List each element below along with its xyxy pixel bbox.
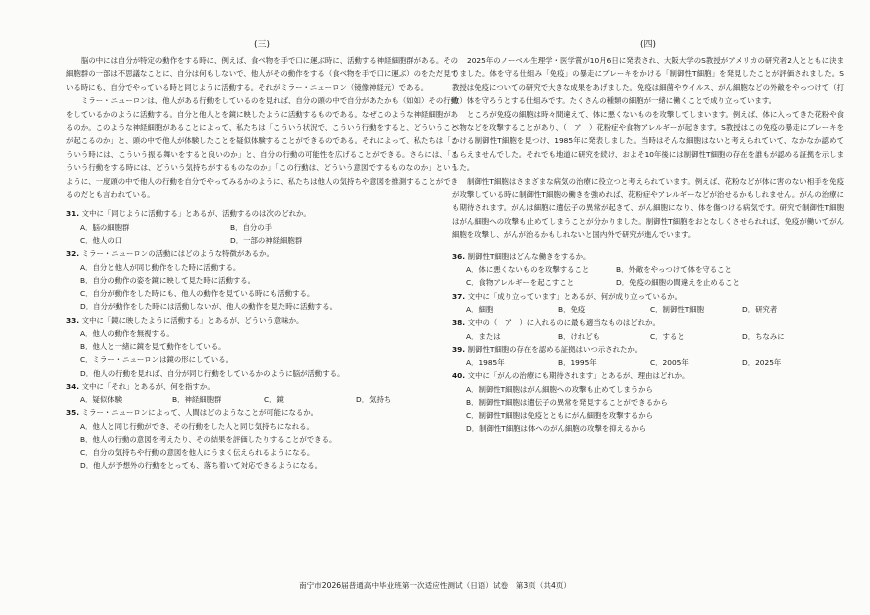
answer-option: B．他人と一緒に鏡を見て動作をしている。 <box>80 342 226 352</box>
answer-option: C．ミラー・ニューロンは鏡の形にしている。 <box>80 355 233 365</box>
answer-option: C．他人の口 <box>80 236 123 246</box>
question-number: 39. <box>452 344 468 354</box>
question-stem <box>452 250 844 263</box>
answer-option: A．自分と他人が同じ動作をした時に活動する。 <box>80 262 241 272</box>
answer-option: C．自分が動作をした時にも、他人の動作を見ている時にも活動する。 <box>80 289 315 299</box>
question <box>452 290 844 317</box>
answer-option: D．自分が動作をした時には活動しないが、他人の動作を見た時に活動する。 <box>80 302 337 312</box>
question-number: 32. <box>66 249 82 259</box>
answer-option: B．1995年 <box>558 358 597 368</box>
section-4-title: (四) <box>639 40 657 50</box>
answer-option: A．制御性T細胞はがん細胞への攻撃も止めてしまうから <box>466 384 653 394</box>
answer-option: D．免疫の細胞の間違えを止めること <box>616 278 740 288</box>
question <box>452 369 844 435</box>
section-3-paragraph-1: 脳の中には自分が特定の動作をする時に、例えば、食べ物を手で口に運ぶ時に、活動する神経細胞群がある。その細胞群の一部は不思議なことに、自分は何もしないで、他人がその動作をする（食べ物を手で口に運ぶ）のをただ見ている時にも、自分でやっている時と同じように活動する。それがミラー・ニューロン（镜像神経元）である。 <box>66 56 458 92</box>
question-text: 文中に「同じように活動する」とあるが、活動するのは次のどれか。 <box>81 209 311 219</box>
answer-option: B．けれども <box>558 331 601 341</box>
question-stem <box>66 406 458 419</box>
question-text: 文中の（ ア ）に入れるのに最も適当なものはどれか。 <box>467 318 660 328</box>
section-4-paragraph-2: ところが免疫の細胞は時々間違えて、体に悪くないものを攻撃してしまいます。例えば、体に入ってきた花粉や食べ物などを攻撃することがあり、（ ア ）花粉症や食物アレルギーが起きます。S教授はこの免疫の暴走にブレーキをかける制御性T細胞を見つけ、1985年に発表しました。当時はそんな細胞はないと考えられていて、なかなか認めてもらえませんでした。それでも地道に研究を続け、およそ10年後には制御性T細胞の存在を誰もが認める証拠を示しました。 <box>452 109 844 173</box>
answer-option: B．制御性T細胞は遺伝子の異常を発見することができるから <box>466 397 668 407</box>
question-number: 36. <box>452 251 468 261</box>
answer-options-row <box>452 356 844 369</box>
section-3-title: (三) <box>253 40 271 50</box>
section-4-questions <box>452 250 844 436</box>
answer-option: A．体に悪くないものを攻撃すること <box>466 265 590 275</box>
section-3-column <box>66 38 458 473</box>
answer-option: A．他人の動作を無視する。 <box>80 328 174 338</box>
question-stem <box>452 369 844 382</box>
section-3-questions <box>66 207 458 472</box>
question-text: 文中に「鏡に映したように活動する」とあるが、どういう意味か。 <box>81 315 304 325</box>
answer-option: B．外敵をやっつけて体を守ること <box>616 265 732 275</box>
answer-option: C．食物アレルギーを起こすこと <box>466 278 575 288</box>
answer-option: A．疑似体験 <box>80 395 123 405</box>
section-4-column <box>452 38 844 436</box>
answer-option: B．自分の手 <box>230 222 273 232</box>
question <box>452 250 844 290</box>
question-stem <box>66 314 458 327</box>
answer-option: B．他人の行動の意図を考えたり、その結果を評価したりすることができる。 <box>80 434 337 444</box>
answer-option: B．神経細胞群 <box>172 395 222 405</box>
question-text: ミラー・ニューロンの活動にはどのような特徴があるか。 <box>81 249 274 259</box>
answer-option: A．または <box>466 331 501 341</box>
answer-options-row <box>66 393 458 406</box>
question-stem <box>66 247 458 260</box>
question-number: 40. <box>452 371 468 381</box>
question <box>66 207 458 247</box>
question-stem <box>66 207 458 220</box>
answer-option: D．気持ち <box>356 395 392 405</box>
answer-option: D．他人が予想外の行動をとっても、落ち着いて対応できるようになる。 <box>80 461 323 471</box>
question-stem <box>66 380 458 393</box>
question-text: ミラー・ニューロンによって、人間はどのようなことが可能になるか。 <box>81 408 319 418</box>
answer-option: A．他人と同じ行動ができ、その行動をした人と同じ気持ちになれる。 <box>80 421 314 431</box>
answer-option: C．制御性T細胞 <box>650 304 705 314</box>
question-stem <box>452 316 844 329</box>
question-number: 37. <box>452 291 468 301</box>
question-text: 制御性T細胞の存在を認める証拠はいつ示されたか。 <box>467 344 643 354</box>
question-text: 文中に「それ」とあるが、何を指すか。 <box>81 381 215 391</box>
answer-option: C．制御性T細胞は免疫とともにがん細胞を攻撃するから <box>466 411 654 421</box>
section-4-paragraph-3: 制御性T細胞はさまざまな病気の治療に役立つと考えられています。例えば、花粉などが体に害のない相手を免疫が攻撃している時に制御性T細胞の働きを強めれば、花粉症やアレルギーなどが治せるかもしれません。がんの治療にも期待されます。がんは細胞に遺伝子の異常が起きて、がん細胞になり、体を傷つける病気です。研究で制御性T細胞はがん細胞への攻撃も止めてしまうことが分かりました。制御性T細胞をおとなしくさせられれば、免疫が働いてがん細胞を攻撃し、がんが治るかもしれないと国内外で研究が進んでいます。 <box>452 176 844 240</box>
question-stem <box>452 343 844 356</box>
page-footer: 南宁市2026届普通高中毕业班第一次适应性测试（日语）试卷 第3页（共4页） <box>299 581 571 590</box>
answer-options-row <box>452 303 844 316</box>
answer-options-row <box>452 276 844 289</box>
question-number: 31. <box>66 209 82 219</box>
question <box>452 316 844 343</box>
question <box>66 380 458 407</box>
answer-options-row <box>452 263 844 276</box>
question-text: 文中に「がんの治療にも期待されます」とあるが、理由はどれか。 <box>467 371 690 381</box>
question-text: 文中に「成り立っています」とあるが、何が成り立っているか。 <box>467 291 683 301</box>
question <box>66 247 458 313</box>
answer-option: D．研究者 <box>742 304 778 314</box>
question-number: 33. <box>66 315 82 325</box>
question-number: 34. <box>66 381 82 391</box>
question <box>66 314 458 380</box>
answer-option: B．免疫 <box>558 304 586 314</box>
answer-options-row <box>66 221 458 234</box>
answer-option: C．すると <box>650 331 685 341</box>
answer-option: A．脳の細胞群 <box>80 222 130 232</box>
answer-option: C．鏡 <box>264 395 284 405</box>
answer-option: A．細胞 <box>466 304 494 314</box>
question-number: 35. <box>66 408 82 418</box>
answer-option: C．自分の気持ちや行動の意図を他人にうまく伝えられるようになる。 <box>80 448 315 458</box>
question <box>452 343 844 370</box>
question-number: 38. <box>452 318 468 328</box>
answer-option: C．2005年 <box>650 358 689 368</box>
question <box>66 406 458 472</box>
section-4-paragraph-1: 2025年のノーベル生理学・医学賞が10月6日に発表され、大阪大学のS教授がアメリカの研究者2人とともに決まりました。体を守る仕組み「免疫」の暴走にブレーキをかける「制御性T細胞」を発見したことが評価されました。S教授は免疫についての研究で大きな成果をあげました。免疫は細菌やウイルス、がん細胞などの外敵をやっつけて（打败）体を守ろうとする仕組みです。たくさんの種類の細胞が一緒に働くことで成り立っています。 <box>452 56 844 106</box>
answer-options-row <box>452 330 844 343</box>
answer-option: D．ちなみに <box>742 331 785 341</box>
answer-option: A．1985年 <box>466 358 505 368</box>
answer-option: D．制御性T細胞は体へのがん細胞の攻撃を抑えるから <box>466 424 647 434</box>
answer-option: D．2025年 <box>742 358 782 368</box>
section-3-paragraph-2: ミラー・ニューロンは、他人がある行動をしているのを見れば、自分の頭の中で自分があたかも（如如）その行動をしているかのように活動する。自分と他人とを鏡に映したように活動するものである。なぜこのような神経細胞があるのか。このような神経細胞があることによって、私たちは「こういう状況で、こういう行動をすると、どういうことが起こるのか」と、頭の中で他人が体験したことを疑似体験することができるのである。それによって、私たちは「こういう時には、こういう振る舞いをすると良いのか」と、自分の行動の可能性を広げることができる。さらには、「こういう行動をする時には、どういう気持ちがするものなのか」「この行動は、どういう意図でするものなのか」というように、一度頭の中で他人の行動を自分でやってみるかのように、私たちは他人の気持ちや意図を推測することができるのだとも言われている。 <box>66 96 458 200</box>
answer-option: D．一部の神経細胞群 <box>230 236 303 246</box>
answer-option: D．他人の行動を見れば、自分が同じ行動をしているかのように脳が活動する。 <box>80 368 345 378</box>
question-text: 制御性T細胞はどんな働きをするか。 <box>467 251 591 261</box>
answer-option: B．自分の動作の姿を鏡に映して見た時に活動する。 <box>80 275 256 285</box>
question-stem <box>452 290 844 303</box>
answer-options-row <box>66 234 458 247</box>
